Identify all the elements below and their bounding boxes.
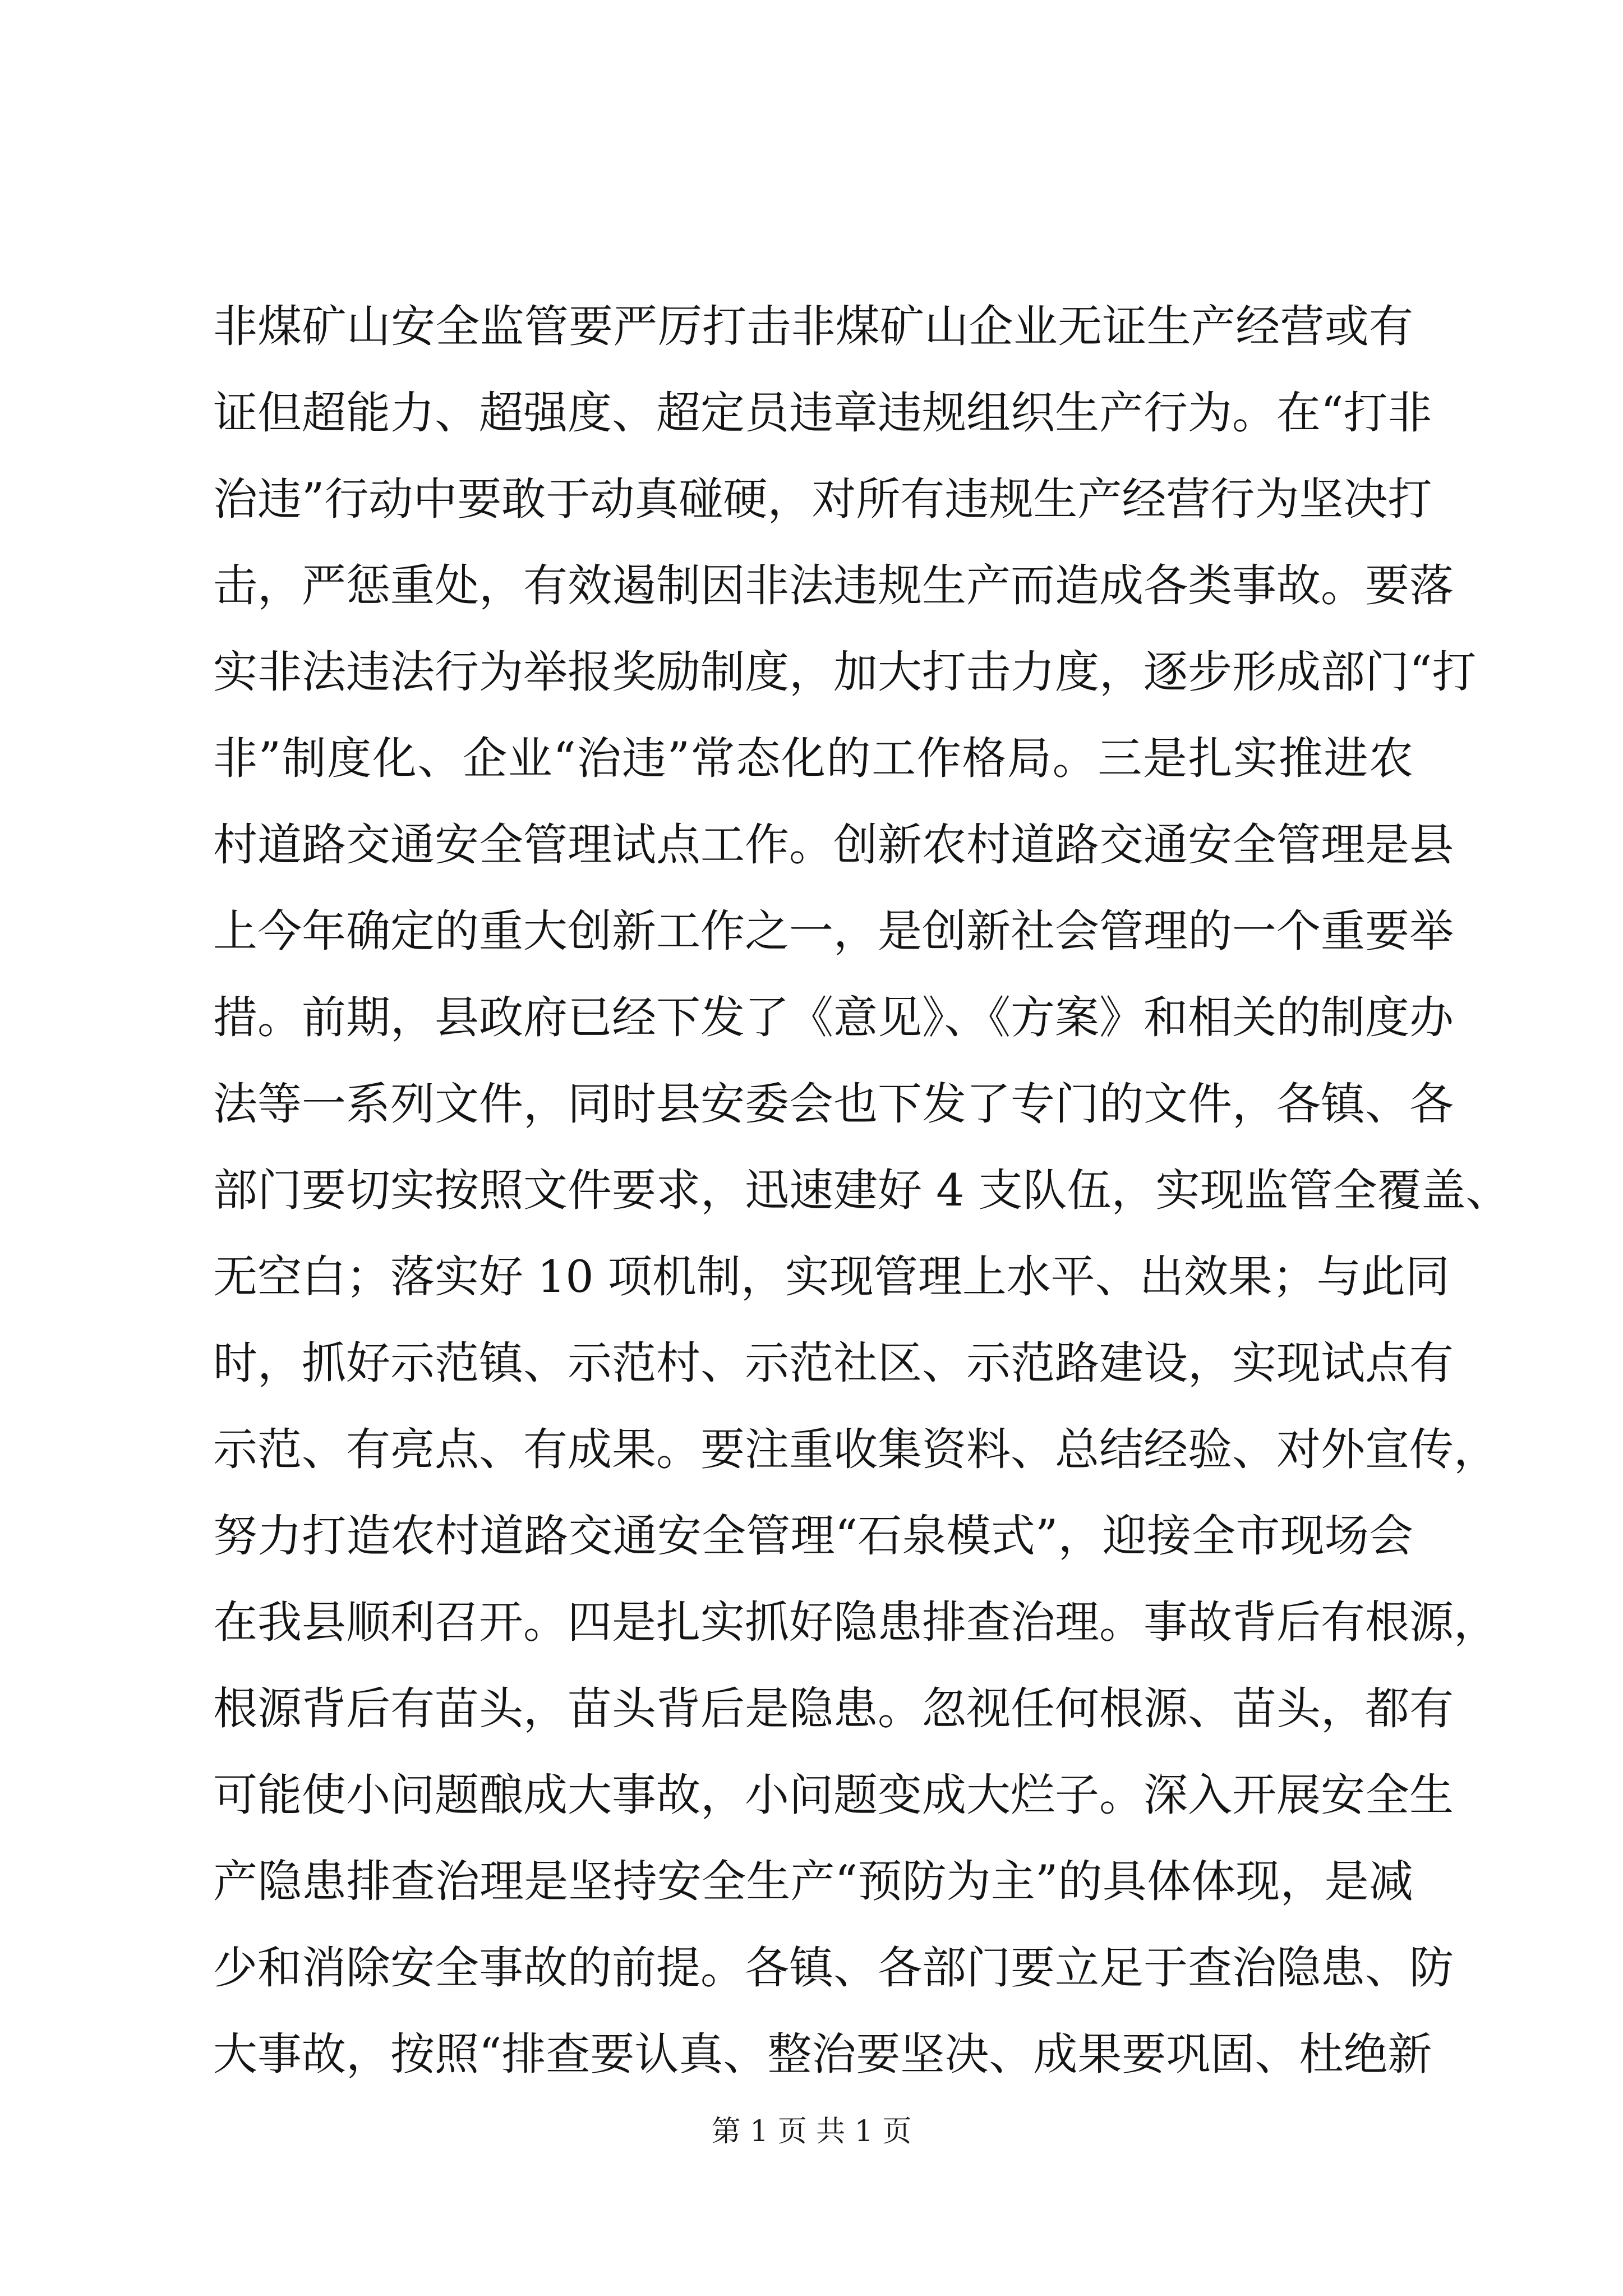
text-line: 非”制度化、企业“治违”常态化的工作格局。三是扎实推进农: [213, 733, 1413, 784]
text-line: 在我县顺利召开。四是扎实抓好隐患排查治理。事故背后有根源，: [213, 1596, 1498, 1648]
text-line: 大事故，按照“排查要认真、整治要坚决、成果要巩固、杜绝新: [213, 2028, 1432, 2080]
text-line: 可能使小问题酿成大事故，小问题变成大烂子。深入开展安全生: [213, 1769, 1454, 1821]
text-line: 治违”行动中要敢于动真碰硬，对所有违规生产经营行为坚决打: [213, 473, 1432, 525]
text-line: 法等一系列文件，同时县安委会也下发了专门的文件，各镇、各: [213, 1078, 1454, 1130]
text-line: 村道路交通安全管理试点工作。创新农村道路交通安全管理是县: [213, 819, 1454, 871]
page-footer: 第 1 页 共 1 页: [711, 2115, 912, 2148]
text-line: 示范、有亮点、有成果。要注重收集资料、总结经验、对外宣传，: [213, 1424, 1498, 1475]
text-line: 少和消除安全事故的前提。各镇、各部门要立足于查治隐患、防: [213, 1942, 1454, 1994]
text-line: 产隐患排查治理是坚持安全生产“预防为主”的具体体现，是减: [213, 1856, 1413, 1907]
text-line: 努力打造农村道路交通安全管理“石泉模式”，迎接全市现场会: [213, 1510, 1413, 1562]
text-line: 无空白；落实好 10 项机制，实现管理上水平、出效果；与此同: [213, 1251, 1450, 1303]
text-line: 措。前期，县政府已经下发了《意见》、《方案》和相关的制度办: [213, 992, 1454, 1043]
text-line: 上今年确定的重大创新工作之一，是创新社会管理的一个重要举: [213, 905, 1454, 957]
text-line: 证但超能力、超强度、超定员违章违规组织生产行为。在“打非: [213, 387, 1432, 439]
text-line: 时，抓好示范镇、示范村、示范社区、示范路建设，实现试点有: [213, 1337, 1454, 1389]
text-line: 部门要切实按照文件要求，迅速建好 4 支队伍，实现监管全覆盖、: [213, 1165, 1510, 1216]
text-line: 实非法违法行为举报奖励制度，加大打击力度，逐步形成部门“打: [213, 646, 1477, 698]
text-line: 根源背后有苗头，苗头背后是隐患。忽视任何根源、苗头，都有: [213, 1683, 1454, 1734]
text-line: 非煤矿山安全监管要严厉打击非煤矿山企业无证生产经营或有: [213, 301, 1413, 352]
body-text: [213, 283, 1510, 2097]
text-line: 击，严惩重处，有效遏制因非法违规生产而造成各类事故。要落: [213, 560, 1454, 611]
